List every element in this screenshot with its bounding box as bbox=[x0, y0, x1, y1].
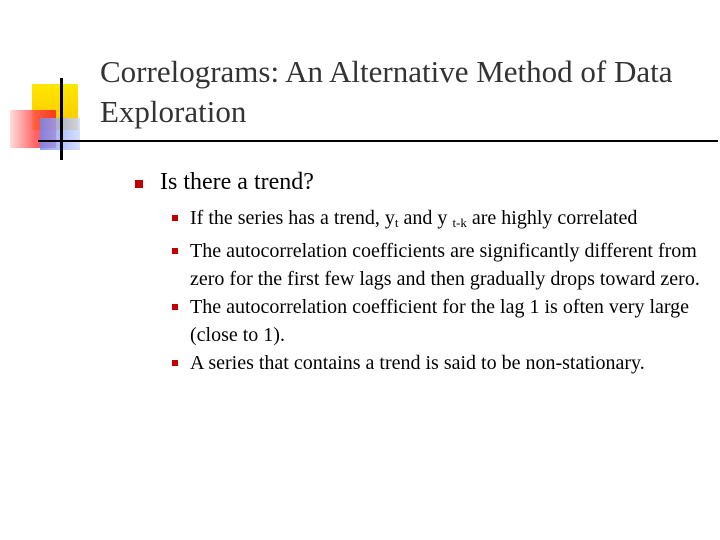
list-item bbox=[190, 237, 700, 293]
bullet-text: A series that contains a trend is said to be non-stationary. bbox=[190, 352, 645, 374]
corner-decoration bbox=[0, 0, 100, 170]
list-item bbox=[190, 349, 700, 377]
bullet-text: The autocorrelation coefficient for the lag 1 is often very large (close to 1). bbox=[190, 296, 690, 346]
bullet-text-part: If the series has a trend, y bbox=[190, 207, 395, 229]
slide-title: Correlograms: An Alternative Method of Data Exploration bbox=[100, 54, 673, 129]
bullet-text: The autocorrelation coefficients are significantly different from zero for the first few lags and then gradually drops toward zero. bbox=[190, 240, 700, 290]
square-bullet-icon bbox=[135, 180, 143, 188]
bullet-text-part: and y bbox=[398, 207, 453, 229]
list-item bbox=[190, 293, 700, 349]
subscript-t: t bbox=[394, 215, 399, 230]
square-bullet-icon bbox=[172, 215, 178, 221]
list-item bbox=[190, 204, 700, 237]
square-bullet-icon bbox=[172, 304, 178, 310]
vertical-rule bbox=[60, 78, 63, 160]
sub-bullet-list bbox=[190, 204, 700, 377]
title-underline bbox=[38, 140, 718, 142]
level1-bullet-text: Is there a trend? bbox=[160, 169, 314, 195]
square-bullet-icon bbox=[172, 360, 178, 366]
square-bullet-icon bbox=[172, 248, 178, 254]
bullet-text-part: are highly correlated bbox=[466, 207, 638, 229]
subscript-t-k: t-k bbox=[452, 215, 467, 230]
